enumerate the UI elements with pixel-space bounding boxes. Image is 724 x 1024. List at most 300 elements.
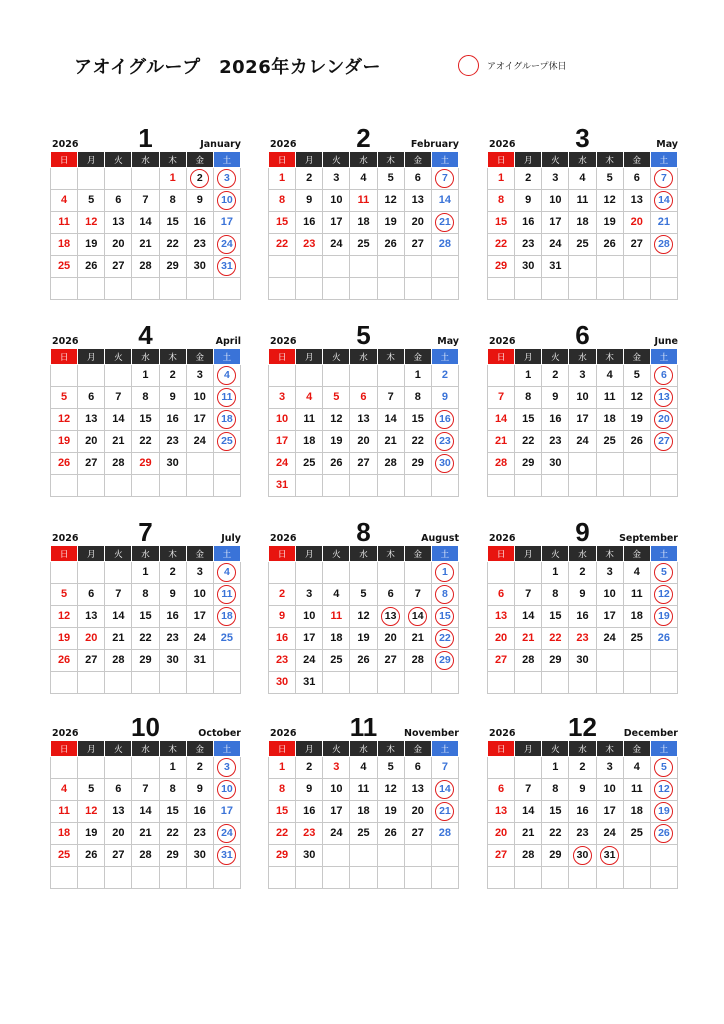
day-cell [159,365,186,387]
day-cell [132,779,159,801]
day-cell [623,256,650,278]
week-row [488,475,678,497]
day-cell [296,234,323,256]
day-number: 10 [193,391,206,403]
day-cell [105,779,132,801]
day-number: 7 [525,783,532,795]
day-number: 3 [606,761,613,773]
day-number: 15 [166,805,179,817]
day-cell [323,212,350,234]
company-holiday-date: 31 [217,846,236,865]
day-cell [323,409,350,431]
day-number: 12 [85,216,98,228]
day-cell [569,562,596,584]
day-cell [569,212,596,234]
company-holiday-date: 31 [217,257,236,276]
day-cell [78,606,105,628]
day-cell [596,562,623,584]
company-holiday-date: 28 [654,235,673,254]
day-cell [51,823,78,845]
day-number: 14 [494,413,508,425]
day-number: 6 [498,588,505,600]
day-cell [377,212,404,234]
day-cell [296,453,323,475]
weekday-header: 火 [105,546,132,562]
day-cell [159,562,186,584]
month-name: September [619,533,678,544]
day-number: 21 [411,632,424,644]
day-cell [186,256,213,278]
day-cell [596,168,623,190]
day-cell [377,256,404,278]
day-number: 18 [303,435,316,447]
month-table [487,348,678,497]
day-cell [623,190,650,212]
day-number: 28 [112,457,125,469]
month-name: December [623,728,678,739]
day-cell [431,190,458,212]
day-number: 10 [576,391,589,403]
day-number: 24 [549,238,562,250]
day-cell [78,562,105,584]
company-holiday-date: 18 [217,607,236,626]
weekday-header: 日 [51,349,78,365]
day-number: 16 [576,610,589,622]
day-number: 10 [330,783,343,795]
weekday-header: 火 [542,152,569,168]
weekday-header: 金 [186,741,213,757]
day-number: 8 [552,588,559,600]
day-number: 28 [522,654,535,666]
day-cell [404,823,431,845]
day-cell [186,475,213,497]
company-holiday-date: 4 [217,366,236,385]
day-cell [488,628,515,650]
day-cell [404,212,431,234]
month-number: 6 [575,320,590,350]
day-number: 4 [633,761,640,773]
weekday-header: 土 [431,546,458,562]
week-row [488,845,678,867]
day-cell [596,475,623,497]
day-cell [650,190,677,212]
day-cell [132,845,159,867]
day-number: 15 [549,610,562,622]
month-name: February [410,139,459,150]
weekday-header: 土 [650,741,677,757]
day-number: 25 [630,827,643,839]
day-cell [377,168,404,190]
day-number: 22 [275,827,289,839]
day-number: 28 [494,457,508,469]
day-cell [213,168,240,190]
day-number: 5 [88,194,95,206]
day-cell [650,606,677,628]
day-cell [269,757,296,779]
month-header [268,125,459,151]
weekday-header: 水 [132,741,159,757]
day-cell [650,672,677,694]
legend [458,55,567,76]
day-number: 16 [193,216,206,228]
weekday-header: 木 [596,349,623,365]
day-number: 12 [85,805,98,817]
day-number: 5 [360,588,367,600]
day-cell [78,650,105,672]
day-cell [623,845,650,867]
day-number: 6 [360,391,367,403]
day-cell [542,845,569,867]
day-cell [213,584,240,606]
day-number: 22 [549,827,562,839]
day-cell [650,475,677,497]
day-number: 13 [494,610,508,622]
day-number: 31 [549,260,562,272]
day-cell [323,256,350,278]
day-number: 8 [142,588,149,600]
month-number: 7 [138,517,153,547]
day-number: 9 [579,588,586,600]
week-row [51,278,241,300]
day-cell [323,168,350,190]
day-number: 6 [115,783,122,795]
weekday-header: 土 [213,546,240,562]
day-cell [377,757,404,779]
weekday-header: 月 [296,152,323,168]
weekday-header: 木 [596,546,623,562]
day-cell [569,431,596,453]
day-cell [650,650,677,672]
day-number: 6 [633,172,640,184]
day-cell [269,387,296,409]
day-cell [515,453,542,475]
day-cell [213,256,240,278]
day-cell [186,672,213,694]
day-cell [650,234,677,256]
day-number: 19 [57,632,71,644]
day-number: 11 [357,194,370,206]
day-cell [431,409,458,431]
company-holiday-date: 5 [654,758,673,777]
day-number: 14 [384,413,397,425]
day-cell [623,365,650,387]
day-cell [350,628,377,650]
week-row [269,387,459,409]
day-number: 2 [552,369,559,381]
day-number: 20 [85,435,98,447]
day-cell [323,845,350,867]
day-cell [78,845,105,867]
day-number: 15 [166,216,179,228]
day-cell [377,801,404,823]
day-number: 16 [166,610,179,622]
day-cell [186,779,213,801]
day-cell [296,823,323,845]
day-number: 13 [630,194,643,206]
day-cell [213,475,240,497]
day-number: 7 [387,391,394,403]
day-cell [488,867,515,889]
day-number: 6 [414,761,421,773]
day-cell [488,606,515,628]
day-cell [213,453,240,475]
day-number: 13 [112,216,125,228]
day-cell [105,650,132,672]
company-holiday-date: 26 [654,824,673,843]
day-cell [296,584,323,606]
day-number: 12 [384,194,397,206]
day-cell [515,867,542,889]
company-holiday-date: 2 [190,169,209,188]
day-number: 26 [603,238,616,250]
day-cell [269,845,296,867]
weekday-header: 火 [323,152,350,168]
day-cell [105,453,132,475]
day-cell [186,606,213,628]
day-cell [377,409,404,431]
day-number: 13 [85,610,98,622]
weekday-header: 土 [431,152,458,168]
day-number: 24 [330,238,343,250]
company-holiday-date: 14 [408,607,427,626]
day-number: 13 [112,805,125,817]
weekday-header: 金 [404,741,431,757]
day-cell [105,628,132,650]
week-row [488,757,678,779]
day-cell [213,365,240,387]
day-cell [377,845,404,867]
day-cell [105,431,132,453]
day-cell [569,256,596,278]
day-number: 25 [57,849,71,861]
day-cell [51,453,78,475]
day-cell [569,606,596,628]
weekday-header: 日 [269,546,296,562]
day-number: 20 [411,216,424,228]
month-header [268,519,459,545]
day-cell [296,387,323,409]
company-holiday-date: 21 [435,213,454,232]
day-cell [623,757,650,779]
day-cell [323,757,350,779]
day-cell [350,801,377,823]
day-cell [186,365,213,387]
day-cell [377,475,404,497]
day-number: 27 [85,654,98,666]
month-number: 8 [356,517,371,547]
month-number: 10 [131,712,160,742]
day-cell [159,845,186,867]
day-number: 3 [279,391,286,403]
day-cell [323,234,350,256]
weekday-header: 月 [515,546,542,562]
day-cell [569,779,596,801]
day-number: 2 [441,369,448,381]
day-number: 24 [193,435,206,447]
day-cell [213,757,240,779]
day-cell [132,409,159,431]
day-cell [159,453,186,475]
day-number: 2 [169,566,176,578]
day-cell [404,409,431,431]
weekday-header: 月 [296,546,323,562]
day-cell [159,672,186,694]
day-cell [488,278,515,300]
day-number: 5 [633,369,640,381]
day-cell [323,867,350,889]
day-cell [269,584,296,606]
day-cell [377,562,404,584]
day-cell [269,453,296,475]
day-number: 14 [112,610,125,622]
day-number: 2 [579,761,586,773]
weekday-header: 水 [350,741,377,757]
day-cell [132,453,159,475]
day-cell [78,475,105,497]
day-number: 21 [494,435,508,447]
day-cell [431,562,458,584]
day-number: 17 [603,805,616,817]
weekday-header: 木 [596,741,623,757]
day-number: 23 [576,827,589,839]
day-cell [431,823,458,845]
weekday-header: 水 [350,546,377,562]
day-cell [51,757,78,779]
day-cell [650,365,677,387]
day-cell [404,562,431,584]
day-cell [515,672,542,694]
day-cell [51,234,78,256]
day-cell [431,234,458,256]
day-number: 27 [411,238,424,250]
weekday-header: 火 [105,741,132,757]
day-cell [542,672,569,694]
day-number: 12 [57,610,71,622]
day-number: 10 [303,610,316,622]
day-number: 22 [139,632,152,644]
day-cell [350,168,377,190]
day-number: 8 [414,391,421,403]
day-number: 20 [112,238,125,250]
day-number: 9 [169,391,176,403]
month-calendar [268,519,459,694]
weekday-header: 金 [404,349,431,365]
day-cell [596,606,623,628]
day-number: 19 [603,216,616,228]
day-cell [542,278,569,300]
weekday-header: 木 [377,349,404,365]
day-cell [213,387,240,409]
week-row [269,475,459,497]
day-cell [377,650,404,672]
day-number: 10 [603,783,616,795]
week-row [269,190,459,212]
day-cell [542,779,569,801]
day-number: 4 [306,391,313,403]
company-holiday-date: 5 [654,563,673,582]
day-cell [377,672,404,694]
year-label: 2026 [52,139,79,150]
day-number: 26 [85,849,98,861]
day-number: 12 [357,610,370,622]
day-number: 24 [303,654,316,666]
company-holiday-date: 13 [654,388,673,407]
day-number: 19 [384,216,397,228]
day-cell [105,801,132,823]
weekday-header: 火 [542,741,569,757]
day-cell [51,650,78,672]
day-cell [623,779,650,801]
month-calendar [487,519,678,694]
day-number: 7 [142,783,149,795]
day-cell [159,168,186,190]
day-cell [132,584,159,606]
weekday-header: 水 [132,152,159,168]
day-number: 11 [630,783,643,795]
week-row [269,256,459,278]
day-cell [488,453,515,475]
company-holiday-date: 22 [435,629,454,648]
day-cell [431,779,458,801]
day-cell [186,801,213,823]
day-number: 23 [303,238,316,250]
day-cell [431,256,458,278]
company-holiday-date: 30 [435,454,454,473]
day-cell [132,562,159,584]
day-cell [350,606,377,628]
day-cell [105,212,132,234]
day-cell [132,672,159,694]
day-cell [323,650,350,672]
day-cell [623,212,650,234]
weekday-header: 月 [78,546,105,562]
day-number: 1 [414,369,421,381]
day-number: 21 [522,632,535,644]
day-cell [323,628,350,650]
day-cell [323,606,350,628]
day-number: 8 [142,391,149,403]
day-cell [132,212,159,234]
day-number: 11 [330,610,343,622]
day-cell [596,867,623,889]
day-number: 2 [525,172,532,184]
day-number: 3 [333,172,340,184]
weekday-header: 土 [213,349,240,365]
day-number: 25 [576,238,589,250]
month-header [487,519,678,545]
day-cell [213,845,240,867]
week-row [51,365,241,387]
company-holiday-date: 29 [435,651,454,670]
day-number: 16 [275,632,289,644]
day-cell [78,431,105,453]
day-cell [515,801,542,823]
day-cell [488,365,515,387]
day-cell [78,212,105,234]
day-cell [105,475,132,497]
day-cell [51,562,78,584]
day-number: 26 [357,654,370,666]
day-number: 5 [61,588,68,600]
day-number: 3 [333,761,340,773]
week-row [51,845,241,867]
day-number: 13 [357,413,370,425]
day-cell [186,431,213,453]
day-number: 7 [414,588,421,600]
day-cell [377,278,404,300]
day-cell [569,190,596,212]
day-number: 5 [61,391,68,403]
